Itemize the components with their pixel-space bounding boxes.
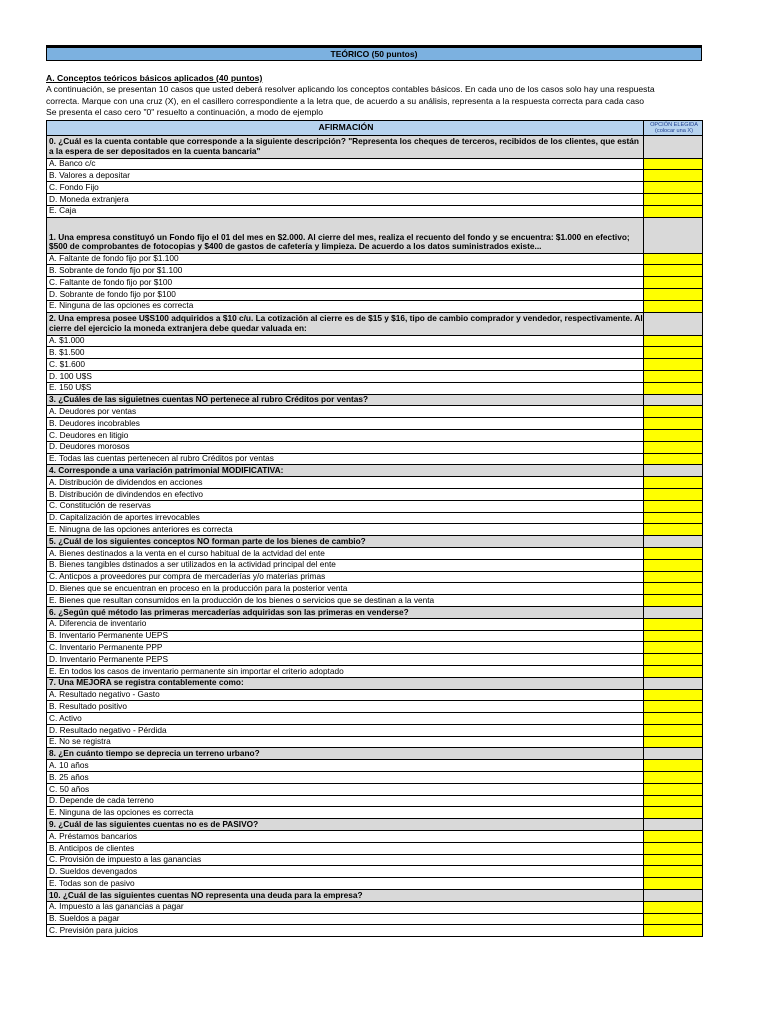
question-answer-cell	[644, 748, 703, 760]
option-answer-cell[interactable]	[644, 571, 703, 583]
option-label: E. Caja	[47, 205, 644, 217]
option-answer-cell[interactable]	[644, 701, 703, 713]
option-answer-cell[interactable]	[644, 583, 703, 595]
column-header-option	[644, 120, 703, 135]
option-row	[47, 713, 703, 725]
option-row	[47, 559, 703, 571]
option-answer-cell[interactable]	[644, 289, 703, 301]
option-label: E. Ninguna de las opciones es correcta	[47, 300, 644, 312]
option-row	[47, 524, 703, 536]
question-row	[47, 890, 703, 902]
option-row	[47, 170, 703, 182]
option-label: E. Todas las cuentas pertenecen al rubro Créditos por ventas	[47, 453, 644, 465]
option-row	[47, 418, 703, 430]
question-row	[47, 748, 703, 760]
option-row	[47, 512, 703, 524]
option-label: C. 50 años	[47, 783, 644, 795]
option-answer-cell[interactable]	[644, 453, 703, 465]
option-label: B. Resultado positivo	[47, 701, 644, 713]
option-answer-cell[interactable]	[644, 370, 703, 382]
option-answer-cell[interactable]	[644, 406, 703, 418]
option-row	[47, 842, 703, 854]
option-answer-cell[interactable]	[644, 901, 703, 913]
option-label: A. Banco c/c	[47, 158, 644, 170]
option-answer-cell[interactable]	[644, 359, 703, 371]
option-label: D. 100 U$S	[47, 370, 644, 382]
question-row	[47, 465, 703, 477]
option-row	[47, 300, 703, 312]
option-answer-cell[interactable]	[644, 182, 703, 194]
option-label: B. Sobrante de fondo fijo por $1.100	[47, 265, 644, 277]
option-label: B. Inventario Permanente UEPS	[47, 630, 644, 642]
option-answer-cell[interactable]	[644, 205, 703, 217]
option-answer-cell[interactable]	[644, 477, 703, 489]
option-answer-cell[interactable]	[644, 547, 703, 559]
option-answer-cell[interactable]	[644, 642, 703, 654]
option-label: B. Distribución de divindendos en efectivo	[47, 488, 644, 500]
option-row	[47, 783, 703, 795]
option-label: B. Valores a depositar	[47, 170, 644, 182]
option-row	[47, 547, 703, 559]
option-label: E. No se registra	[47, 736, 644, 748]
instruction-line: A continuación, se presentan 10 casos que usted deberá resolver aplicando los conceptos contables básicos. En cada uno de los casos solo hay una respuesta	[46, 84, 655, 95]
question-answer-cell	[644, 135, 703, 158]
option-label: C. Anticpos a proveedores pur compra de mercaderías y/o materias primas	[47, 571, 644, 583]
option-label: E. Todas son de pasivo	[47, 878, 644, 890]
option-answer-cell[interactable]	[644, 665, 703, 677]
option-answer-cell[interactable]	[644, 736, 703, 748]
option-label: C. $1.600	[47, 359, 644, 371]
option-row	[47, 347, 703, 359]
option-answer-cell[interactable]	[644, 925, 703, 937]
option-answer-cell[interactable]	[644, 170, 703, 182]
sheet-title: TEÓRICO (50 puntos)	[46, 45, 702, 61]
option-label: B. Sueldos a pagar	[47, 913, 644, 925]
option-answer-cell[interactable]	[644, 654, 703, 666]
question-text: 8. ¿En cuánto tiempo se deprecia un terreno urbano?	[47, 748, 644, 760]
option-row	[47, 913, 703, 925]
option-answer-cell[interactable]	[644, 194, 703, 206]
option-row	[47, 654, 703, 666]
option-row	[47, 571, 703, 583]
option-row	[47, 205, 703, 217]
option-row	[47, 453, 703, 465]
question-answer-cell	[644, 890, 703, 902]
option-answer-cell[interactable]	[644, 760, 703, 772]
option-answer-cell[interactable]	[644, 335, 703, 347]
option-answer-cell[interactable]	[644, 512, 703, 524]
option-row	[47, 500, 703, 512]
option-row	[47, 665, 703, 677]
option-label: A. Deudores por ventas	[47, 406, 644, 418]
option-row	[47, 158, 703, 170]
question-text: 3. ¿Cuáles de las siguietnes cuentas NO pertenece al rubro Créditos por ventas?	[47, 394, 644, 406]
option-answer-cell[interactable]	[644, 866, 703, 878]
option-answer-cell[interactable]	[644, 713, 703, 725]
option-row	[47, 194, 703, 206]
option-row	[47, 701, 703, 713]
option-answer-cell[interactable]	[644, 441, 703, 453]
option-row	[47, 441, 703, 453]
question-text: 7. Una MEJORA se registra contablemente como:	[47, 677, 644, 689]
option-row	[47, 807, 703, 819]
option-row	[47, 736, 703, 748]
question-row	[47, 819, 703, 831]
option-row	[47, 583, 703, 595]
questions-body	[47, 135, 703, 937]
question-row	[47, 217, 703, 253]
option-row	[47, 182, 703, 194]
option-label: E. 150 U$S	[47, 382, 644, 394]
option-row	[47, 406, 703, 418]
option-row	[47, 253, 703, 265]
instructions-block	[46, 73, 702, 119]
question-answer-cell	[644, 677, 703, 689]
question-text: 10. ¿Cuál de las siguientes cuentas NO representa una deuda para la empresa?	[47, 890, 644, 902]
table-header-row	[47, 120, 703, 135]
option-row	[47, 335, 703, 347]
option-label: D. Bienes que se encuentran en proceso en la producción para la posterior venta	[47, 583, 644, 595]
option-label: D. Inventario Permanente PEPS	[47, 654, 644, 666]
question-answer-cell	[644, 465, 703, 477]
question-text: 2. Una empresa posee U$S100 adquiridos a $10 c/u. La cotización al cierre es de $15 y $16, tipo de cambio comprador y vendedor, respectivamente. Al cierre del ejercicio la moneda extranjera debe quedar valuada en:	[47, 312, 644, 335]
option-row	[47, 854, 703, 866]
option-label: A. Diferencia de inventario	[47, 618, 644, 630]
option-answer-cell[interactable]	[644, 913, 703, 925]
option-label: E. En todos los casos de inventario permanente sin importar el criterio adoptado	[47, 665, 644, 677]
option-label: E. Ninguna de las opciones es correcta	[47, 807, 644, 819]
option-label: B. Anticipos de clientes	[47, 842, 644, 854]
option-answer-cell[interactable]	[644, 842, 703, 854]
option-answer-cell[interactable]	[644, 618, 703, 630]
option-row	[47, 925, 703, 937]
option-row	[47, 488, 703, 500]
option-answer-cell[interactable]	[644, 347, 703, 359]
question-text: 6. ¿Según qué método las primeras mercaderías adquiridas son las primeras en venderse?	[47, 606, 644, 618]
option-answer-cell[interactable]	[644, 595, 703, 607]
option-label: D. Deudores morosos	[47, 441, 644, 453]
option-header-line2: (colocar una X)	[655, 127, 693, 134]
option-label: D. Resultado negativo - Pérdida	[47, 724, 644, 736]
questions-table	[46, 120, 703, 938]
option-row	[47, 866, 703, 878]
option-label: B. Deudores incobrables	[47, 418, 644, 430]
option-header-line1: OPCIÓN ELEGIDA	[650, 121, 698, 128]
option-label: C. Activo	[47, 713, 644, 725]
option-answer-cell[interactable]	[644, 783, 703, 795]
option-row	[47, 595, 703, 607]
column-header-statement: AFIRMACIÓN	[47, 120, 644, 135]
option-label: A. Faltante de fondo fijo por $1.100	[47, 253, 644, 265]
worksheet	[46, 45, 702, 937]
option-answer-cell[interactable]	[644, 795, 703, 807]
option-answer-cell[interactable]	[644, 878, 703, 890]
option-label: D. Sobrante de fondo fijo por $100	[47, 289, 644, 301]
option-answer-cell[interactable]	[644, 500, 703, 512]
option-label: C. Provisión de impuesto a las ganancias	[47, 854, 644, 866]
option-row	[47, 370, 703, 382]
option-answer-cell[interactable]	[644, 265, 703, 277]
option-label: B. Bienes tangibles dstinados a ser utilizados en la actividad principal del ente	[47, 559, 644, 571]
option-row	[47, 795, 703, 807]
option-label: A. Préstamos bancarios	[47, 831, 644, 843]
question-text: 1. Una empresa constituyó un Fondo fijo el 01 del mes en $2.000. Al cierre del mes, realiza el recuento del fondo y se encuentra: $1.000 en efectivo; $500 de comprobantes de fotocopias y $400 de gastos de cafetería y limpieza. De acuerdo a los datos suministrados existe...	[47, 217, 644, 253]
question-text: 5. ¿Cuál de los siguientes conceptos NO forman parte de los bienes de cambio?	[47, 536, 644, 548]
option-row	[47, 477, 703, 489]
section-heading: A. Conceptos teóricos básicos aplicados (40 puntos)	[46, 73, 263, 83]
option-label: C. Deudores en litigio	[47, 429, 644, 441]
option-row	[47, 878, 703, 890]
option-label: A. Distribución de dividendos en acciones	[47, 477, 644, 489]
question-text: 0. ¿Cuál es la cuenta contable que corresponde a la siguiente descripción? "Representa los cheques de terceros, recibidos de los clientes, que están a la espera de ser depositados en la cuenta bancaria"	[47, 135, 644, 158]
option-label: A. Resultado negativo - Gasto	[47, 689, 644, 701]
option-answer-cell[interactable]	[644, 689, 703, 701]
option-row	[47, 429, 703, 441]
question-row	[47, 536, 703, 548]
question-answer-cell	[644, 217, 703, 253]
option-answer-cell[interactable]	[644, 630, 703, 642]
option-row	[47, 642, 703, 654]
instruction-line: correcta. Marque con una cruz (X), en el casillero correspondiente a la letra que, de acuerdo a su análisis, representa a la respuesta correcta para cada caso	[46, 95, 645, 106]
option-label: C. Constitución de reservas	[47, 500, 644, 512]
option-label: C. Previsión para juicios	[47, 925, 644, 937]
option-label: A. $1.000	[47, 335, 644, 347]
question-row	[47, 606, 703, 618]
option-answer-cell[interactable]	[644, 277, 703, 289]
option-label: A. Impuesto a las ganancias a pagar	[47, 901, 644, 913]
option-label: A. Bienes destinados a la venta en el curso habitual de la actvidad del ente	[47, 547, 644, 559]
option-row	[47, 630, 703, 642]
option-label: D. Depende de cada terreno	[47, 795, 644, 807]
question-answer-cell	[644, 312, 703, 335]
option-row	[47, 265, 703, 277]
question-answer-cell	[644, 819, 703, 831]
option-label: D. Capitalización de aportes irrevocables	[47, 512, 644, 524]
question-answer-cell	[644, 536, 703, 548]
option-label: C. Fondo Fijo	[47, 182, 644, 194]
option-answer-cell[interactable]	[644, 488, 703, 500]
option-row	[47, 359, 703, 371]
option-row	[47, 772, 703, 784]
option-label: E. Ninugna de las opciones anteriores es correcta	[47, 524, 644, 536]
option-label: A. 10 años	[47, 760, 644, 772]
option-answer-cell[interactable]	[644, 831, 703, 843]
option-row	[47, 689, 703, 701]
option-row	[47, 289, 703, 301]
option-row	[47, 724, 703, 736]
question-text: 9. ¿Cuál de las siguientes cuentas no es de PASIVO?	[47, 819, 644, 831]
option-answer-cell[interactable]	[644, 524, 703, 536]
option-answer-cell[interactable]	[644, 807, 703, 819]
option-answer-cell[interactable]	[644, 253, 703, 265]
option-label: D. Moneda extranjera	[47, 194, 644, 206]
option-answer-cell[interactable]	[644, 300, 703, 312]
option-answer-cell[interactable]	[644, 772, 703, 784]
question-row	[47, 394, 703, 406]
option-label: C. Faltante de fondo fijo por $100	[47, 277, 644, 289]
option-row	[47, 760, 703, 772]
option-label: C. Inventario Permanente PPP	[47, 642, 644, 654]
question-text: 4. Corresponde a una variación patrimonial MODIFICATIVA:	[47, 465, 644, 477]
question-answer-cell	[644, 606, 703, 618]
option-label: E. Bienes que resultan consumidos en la producción de los bienes o servicios que se destinan a la venta	[47, 595, 644, 607]
option-answer-cell[interactable]	[644, 418, 703, 430]
question-row	[47, 312, 703, 335]
option-answer-cell[interactable]	[644, 854, 703, 866]
option-label: D. Sueldos devengados	[47, 866, 644, 878]
option-row	[47, 901, 703, 913]
option-answer-cell[interactable]	[644, 158, 703, 170]
option-answer-cell[interactable]	[644, 429, 703, 441]
option-answer-cell[interactable]	[644, 382, 703, 394]
question-row	[47, 135, 703, 158]
instruction-line: Se presenta el caso cero "0" resuelto a continuación, a modo de ejemplo	[46, 107, 323, 118]
option-label: B. 25 años	[47, 772, 644, 784]
option-row	[47, 277, 703, 289]
option-row	[47, 831, 703, 843]
option-answer-cell[interactable]	[644, 724, 703, 736]
option-row	[47, 382, 703, 394]
question-row	[47, 677, 703, 689]
option-row	[47, 618, 703, 630]
question-answer-cell	[644, 394, 703, 406]
option-answer-cell[interactable]	[644, 559, 703, 571]
option-label: B. $1.500	[47, 347, 644, 359]
